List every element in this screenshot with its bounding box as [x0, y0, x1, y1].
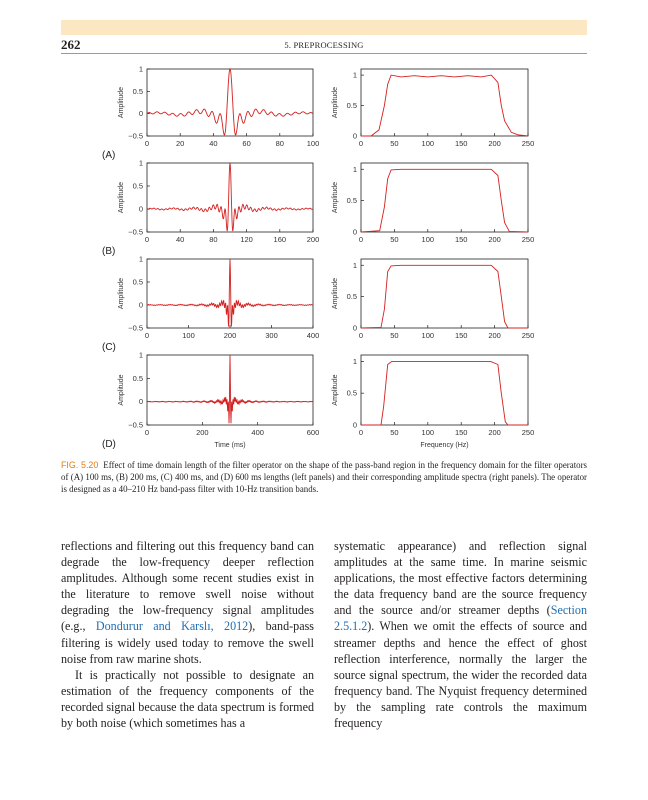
x-tick-label-B-left: 0: [144, 235, 150, 244]
section-link[interactable]: Section 2.5.1.2: [334, 603, 587, 634]
y-tick-label-B-left: 0: [138, 204, 143, 214]
text-run: ), band-pass filtering is widely used today to remove the swell noise from raw marine shots.: [61, 619, 314, 666]
body-column-left: [61, 538, 314, 731]
x-tick-label-D-right: 200: [488, 428, 501, 437]
panel-letter: (B): [102, 246, 116, 257]
x-tick-label-A-right: 0: [358, 139, 364, 148]
x-axis-label-D-right: Frequency (Hz): [420, 442, 469, 449]
paragraph: [61, 538, 314, 667]
y-axis-label-D-left: Amplitude: [118, 374, 125, 406]
x-tick-label-D-right: 0: [358, 428, 364, 437]
y-tick-label-C-right: 1: [352, 260, 357, 270]
body-column-right: [334, 538, 587, 731]
x-tick-label-C-right: 200: [488, 331, 501, 340]
x-tick-label-C-left: 300: [265, 331, 278, 340]
curve-C-left: [147, 259, 313, 327]
y-tick-label-D-left: 1: [138, 350, 143, 360]
x-tick-label-A-right: 50: [390, 139, 399, 148]
panel-letter: (D): [102, 439, 116, 450]
x-tick-label-B-left: 160: [273, 235, 287, 244]
x-tick-label-C-right: 150: [454, 331, 468, 340]
x-tick-label-B-right: 100: [421, 235, 435, 244]
page-number: 262: [61, 37, 81, 52]
chapter-title: 5. PREPROCESSING: [284, 40, 364, 50]
x-tick-label-D-left: 200: [196, 428, 209, 437]
curve-B-right: [361, 169, 528, 232]
x-tick-label-D-left: 0: [144, 428, 150, 437]
y-tick-label-A-left: −0.5: [128, 131, 143, 141]
y-tick-label-C-left: 0.5: [132, 277, 143, 287]
curve-A-left: [147, 69, 313, 135]
x-tick-label-C-right: 0: [358, 331, 364, 340]
x-tick-label-A-right: 200: [488, 139, 501, 148]
paragraph: It is practically not possible to designate an estimation of the frequency components of the recorded signal because the data spectrum is formed by both noise (which sometimes has a: [61, 667, 314, 731]
x-tick-label-C-right: 100: [421, 331, 435, 340]
text-run: ). When we omit the effects of source and streamer depths and hence the effect of ghost reflection interference, normally the larger the source signal spectrum, the wider the recorded data frequency band. The Nyquist frequency determined by the sampling rate controls the maximum frequency: [334, 619, 587, 731]
plot-frame-B-left: [147, 163, 313, 232]
y-tick-label-D-right: 0: [352, 420, 357, 430]
curve-C-right: [361, 265, 528, 328]
x-tick-label-A-left: 80: [275, 139, 284, 148]
curve-D-right: [361, 361, 528, 425]
y-axis-label-B-right: Amplitude: [332, 181, 339, 214]
x-tick-label-B-right: 250: [521, 235, 535, 244]
plot-frame-A-left: [147, 69, 313, 136]
y-tick-label-C-left: 1: [138, 254, 143, 264]
y-tick-label-A-right: 0: [352, 131, 357, 141]
curve-D-left: [147, 355, 313, 423]
y-tick-label-D-right: 1: [352, 356, 357, 366]
curve-A-right: [361, 75, 528, 136]
x-tick-label-C-left: 400: [306, 331, 320, 340]
x-tick-label-D-right: 100: [421, 428, 435, 437]
y-tick-label-D-left: −0.5: [128, 420, 143, 430]
x-axis-label-D-left: Time (ms): [214, 442, 246, 449]
x-tick-label-D-right: 250: [521, 428, 535, 437]
y-tick-label-C-left: −0.5: [128, 323, 143, 333]
y-tick-label-B-right: 0.5: [346, 196, 357, 206]
x-tick-label-B-left: 80: [209, 235, 218, 244]
y-axis-label-D-right: Amplitude: [332, 374, 339, 406]
y-tick-label-B-left: −0.5: [128, 227, 143, 237]
x-tick-label-D-right: 50: [390, 428, 399, 437]
x-tick-label-B-left: 40: [176, 235, 185, 244]
x-tick-label-B-right: 200: [488, 235, 501, 244]
x-tick-label-B-left: 200: [306, 235, 320, 244]
panel-letter: (C): [102, 342, 116, 353]
x-tick-label-C-left: 200: [223, 331, 237, 340]
y-tick-label-B-left: 0.5: [132, 181, 143, 191]
y-tick-label-D-left: 0.5: [132, 373, 143, 383]
x-tick-label-A-right: 250: [521, 139, 535, 148]
y-tick-label-A-left: 0.5: [132, 86, 143, 96]
plot-frame-A-right: [361, 69, 528, 136]
x-tick-label-C-right: 50: [390, 331, 399, 340]
y-tick-label-B-right: 0: [352, 227, 357, 237]
x-tick-label-A-left: 40: [209, 139, 218, 148]
x-tick-label-D-right: 150: [454, 428, 468, 437]
y-axis-label-C-right: Amplitude: [332, 277, 339, 310]
y-tick-label-C-left: 0: [138, 300, 143, 310]
y-axis-label-C-left: Amplitude: [118, 277, 125, 310]
y-tick-label-D-right: 0.5: [346, 388, 357, 398]
y-axis-label-A-left: Amplitude: [118, 86, 125, 119]
y-tick-label-A-right: 1: [352, 70, 357, 80]
x-tick-label-B-left: 120: [240, 235, 253, 244]
x-tick-label-C-left: 100: [182, 331, 195, 340]
x-tick-label-D-left: 600: [306, 428, 320, 437]
x-tick-label-A-left: 60: [242, 139, 251, 148]
x-tick-label-A-right: 100: [421, 139, 435, 148]
x-tick-label-C-left: 0: [144, 331, 150, 340]
y-tick-label-A-left: 1: [138, 64, 143, 74]
x-tick-label-A-left: 20: [176, 139, 185, 148]
figure-label: FIG. 5.20: [61, 460, 99, 470]
y-tick-label-B-right: 1: [352, 164, 357, 174]
y-tick-label-A-left: 0: [138, 109, 143, 119]
caption-text: Effect of time domain length of the filter operator on the shape of the pass-band region in the frequency domain for the filter operators of (A) 100 ms, (B) 200 ms, (C) 400 ms, and (D) 600 ms lengths (left panels) and their corresponding amplitude spectra (right panels). The operator is designed as a 40–210 Hz band-pass filter with 10-Hz transition bands.: [61, 460, 588, 494]
x-tick-label-B-right: 50: [390, 235, 399, 244]
plot-frame-D-right: [361, 355, 528, 425]
y-tick-label-C-right: 0.5: [346, 292, 357, 302]
x-tick-label-B-right: 150: [454, 235, 468, 244]
paragraph: [334, 538, 587, 731]
x-tick-label-A-right: 150: [454, 139, 468, 148]
x-tick-label-A-left: 0: [144, 139, 150, 148]
y-axis-label-B-left: Amplitude: [118, 181, 125, 214]
text-run: reflections and filtering out this frequency band can degrade the low-frequency deeper reflection amplitudes. Although some recent studies exist in the literature to remove swell noise without degrading the low-frequency signal amplitudes (e.g.,: [61, 539, 314, 634]
curve-B-left: [147, 163, 313, 231]
text-run: systematic appearance) and reflection signal amplitudes at the same time. In marine seismic applications, the most effective factors determining the data frequency band are the source frequency and the source and/or streamer depths (: [334, 539, 587, 618]
x-tick-label-B-right: 0: [358, 235, 364, 244]
plot-frame-B-right: [361, 163, 528, 232]
y-tick-label-A-right: 0.5: [346, 101, 357, 111]
panel-letter: (A): [102, 150, 116, 161]
x-tick-label-A-left: 100: [306, 139, 320, 148]
y-axis-label-A-right: Amplitude: [332, 86, 339, 119]
y-tick-label-D-left: 0: [138, 397, 143, 407]
x-tick-label-C-right: 250: [521, 331, 535, 340]
figure-caption: [61, 459, 587, 495]
y-tick-label-B-left: 1: [138, 158, 143, 168]
citation-link[interactable]: Dondurur and Karslı, 2012: [95, 619, 249, 634]
x-tick-label-D-left: 400: [251, 428, 264, 437]
y-tick-label-C-right: 0: [352, 323, 357, 333]
